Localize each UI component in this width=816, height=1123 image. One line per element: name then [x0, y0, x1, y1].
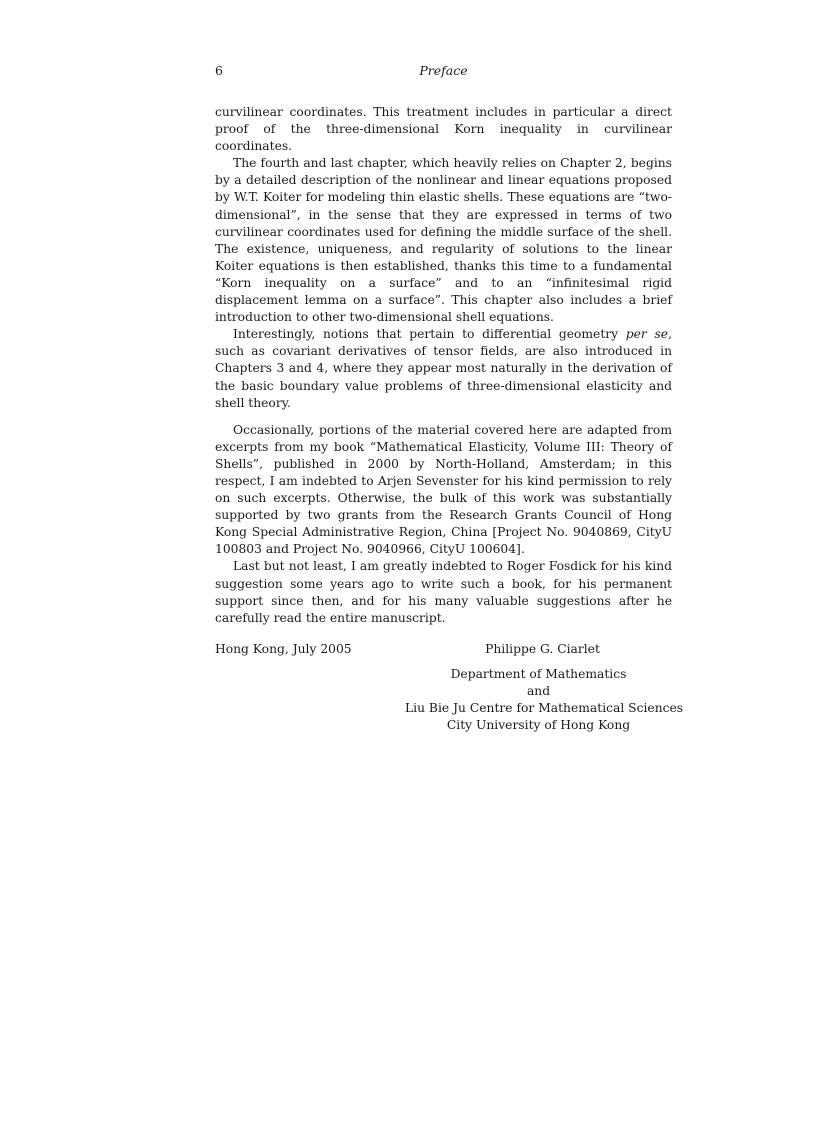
paragraph-5: Last but not least, I am greatly indebted to Roger Fosdick for his kind suggestion some years ago to write such a book, for his permanent support since then, and for his many valuable suggestions after he carefully read the entire manuscript. [215, 559, 672, 625]
paragraph-3-emphasis: per se [625, 327, 669, 342]
paragraph-2: The fourth and last chapter, which heavily relies on Chapter 2, begins by a detailed description of the nonlinear and linear equations proposed by W.T. Koiter for modeling thin elastic shells. These equations are “two-dimensional”, in the sense that they are expressed in terms of two curvilinear coordinates used for defining the middle surface of the shell. The existence, uniqueness, and regularity of solutions to the linear Koiter equations is then established, thanks this time to a fundamental “Korn inequality on a surface” and to an “infinitesimal rigid displacement lemma on a surface”. This chapter also includes a brief introduction to other two-dimensional shell equations. [215, 156, 672, 325]
place-date: Hong Kong, July 2005 [215, 641, 352, 656]
author-name: Philippe G. Ciarlet [485, 641, 600, 656]
page-number: 6 [215, 63, 223, 78]
affiliation-line: Department of Mathematics [450, 666, 627, 681]
author-affiliation [405, 666, 684, 734]
running-head [215, 60, 672, 82]
paragraph-3-start: Interestingly, notions that pertain to differential geometry [233, 327, 626, 342]
affiliation-line: Liu Bie Ju Centre for Mathematical Sciences [405, 701, 684, 715]
signature-block [215, 641, 684, 741]
affiliation-line: City University of Hong Kong [446, 718, 631, 733]
running-title: Preface [419, 63, 468, 78]
paragraph-3-end: , such as covariant derivatives of tensor fields, are also introduced in Chapters 3 and 4, where they appear most naturally in the derivation of the basic boundary value problems of three-dimensional elasticity and shell theory. [215, 327, 672, 410]
paragraph-4: Occasionally, portions of the material covered here are adapted from excerpts from my book “Mathematical Elasticity, Volume III: Theory of Shells”, published in 2000 by North-Holland, Amsterdam; in this respect, I am indebted to Arjen Sevenster for his kind permission to rely on such excerpts. Otherwise, the bulk of this work was substantially supported by two grants from the Research Grants Council of Hong Kong Special Administrative Region, China [Project No. 9040869, CityU 100803 and Project No. 9040966, CityU 100604]. [215, 422, 672, 557]
preface-body [215, 104, 672, 627]
book-page [215, 60, 684, 741]
paragraph-3 [215, 326, 672, 411]
affiliation-line: and [526, 683, 551, 698]
paragraph-1: curvilinear coordinates. This treatment includes in particular a direct proof of the three-dimensional Korn inequality in curvilinear coordinates. [215, 105, 672, 154]
